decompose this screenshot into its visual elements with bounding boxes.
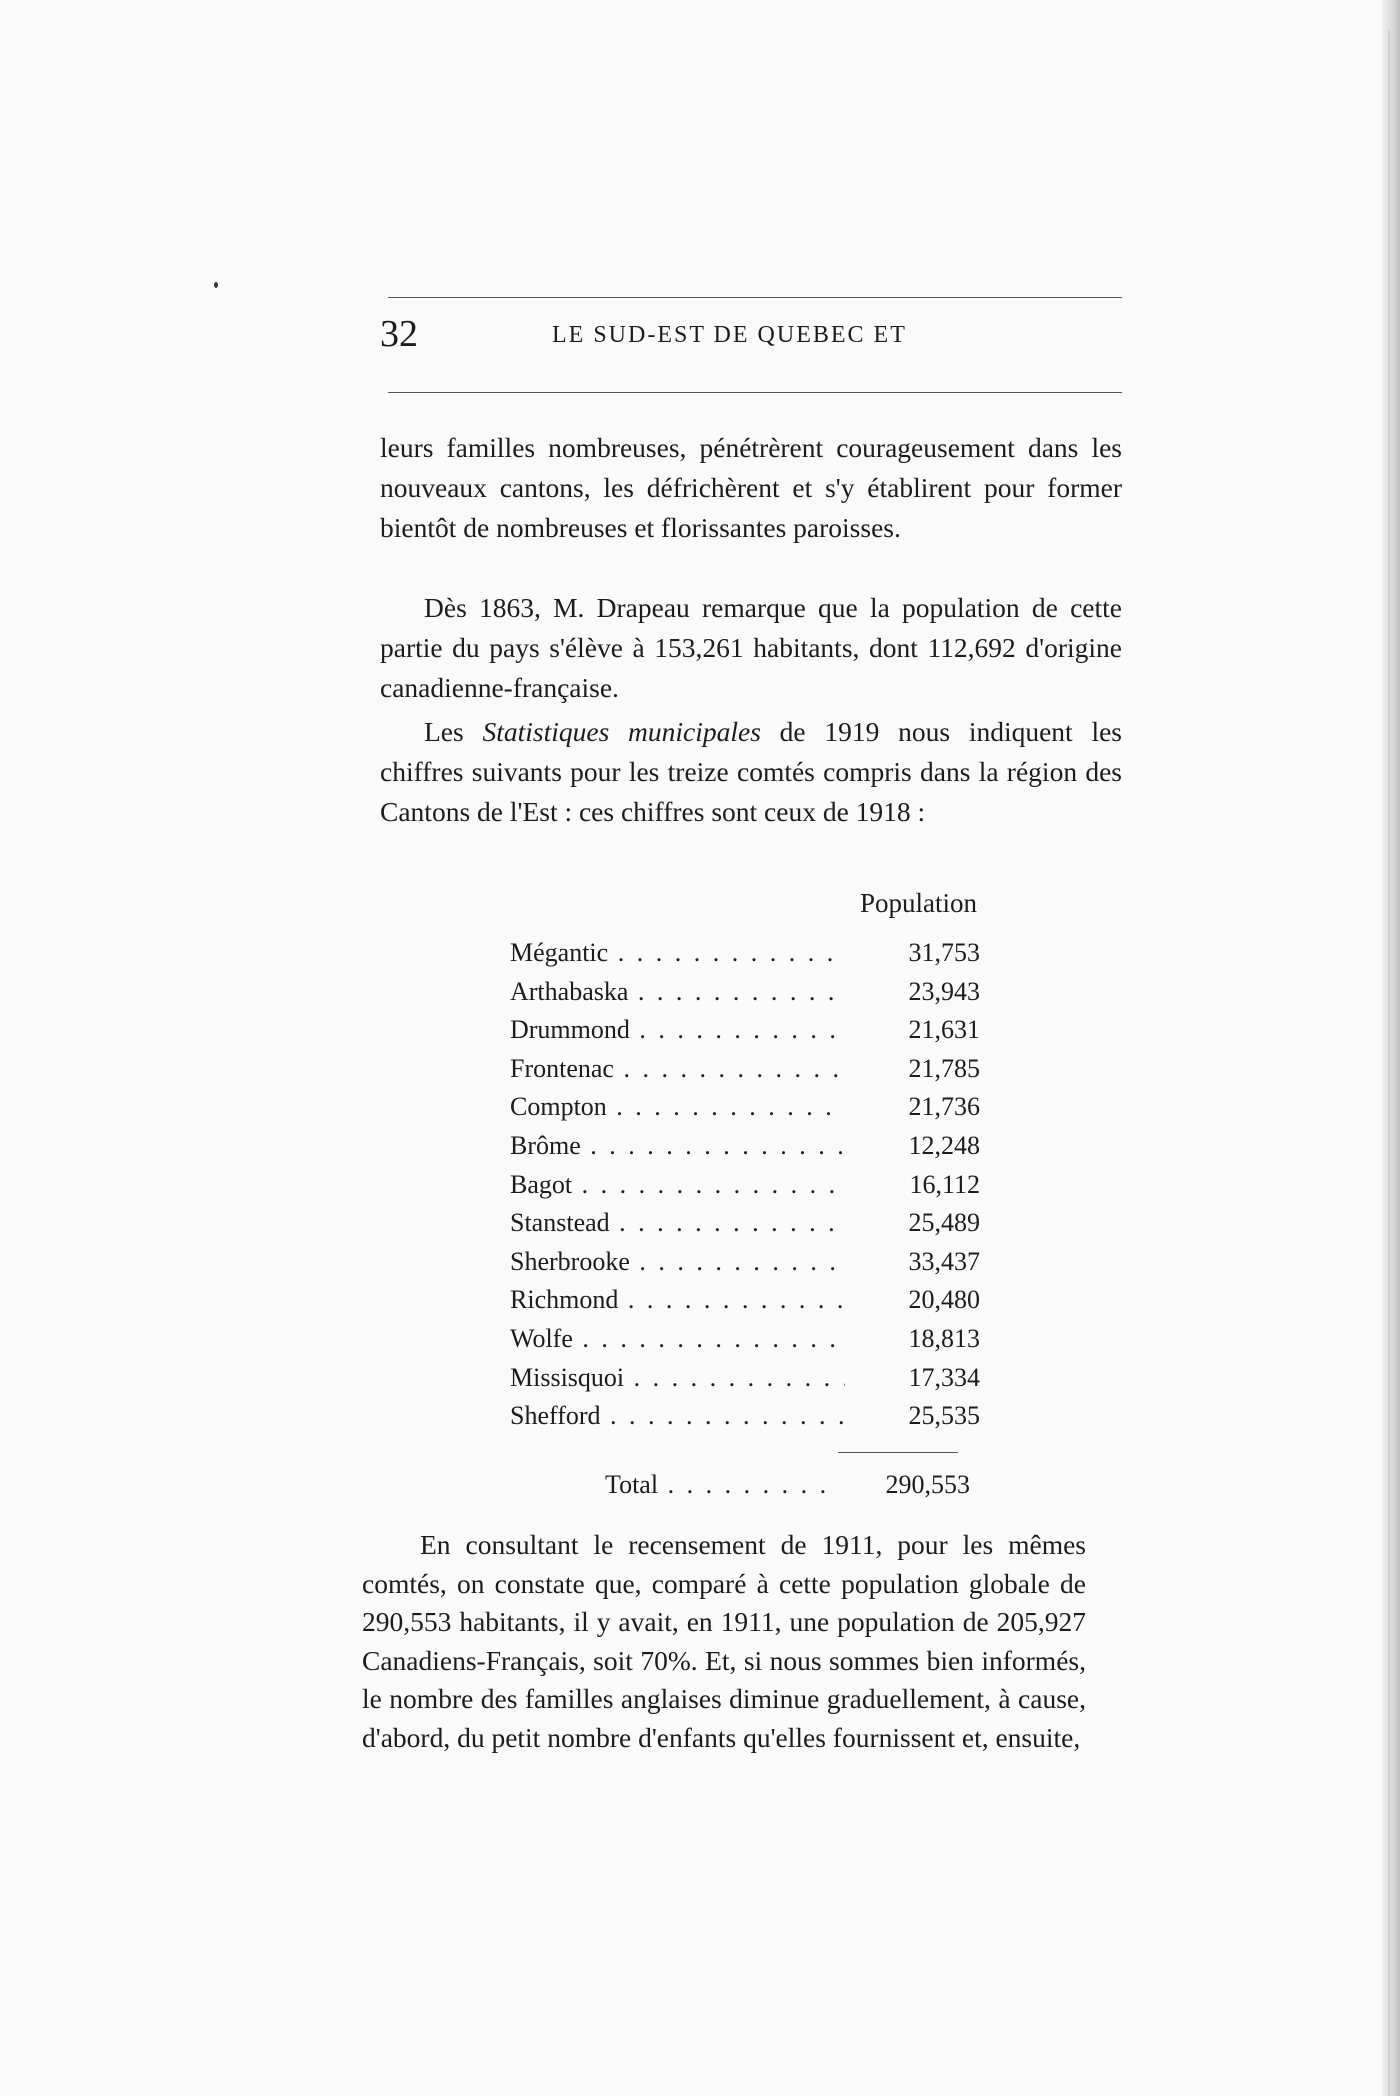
table-row — [510, 1247, 1030, 1286]
paragraph-3-start: Les — [424, 716, 464, 747]
paragraph-2: Dès 1863, M. Drapeau remarque que la population de cette partie du pays s'élève à 153,261 habitants, dont 112,692 d'origine canadienne-française. — [380, 592, 1122, 703]
total-row — [605, 1470, 970, 1510]
table-row — [510, 1170, 1030, 1209]
population-value: 18,813 — [908, 1323, 980, 1353]
page-number: 32 — [380, 313, 418, 355]
table-row — [510, 938, 1030, 977]
population-value: 23,943 — [908, 976, 980, 1006]
table-row — [510, 977, 1030, 1016]
county-name: Compton . . . — [510, 1092, 845, 1122]
table-row — [510, 1015, 1030, 1054]
table-row — [510, 1285, 1030, 1324]
header-rule-bottom — [388, 392, 1122, 393]
population-value: 21,785 — [908, 1053, 980, 1083]
population-value: 25,535 — [908, 1401, 980, 1431]
population-value: 21,631 — [908, 1015, 980, 1045]
ink-speck — [214, 282, 218, 288]
county-name: Arthabaska . . . — [510, 977, 845, 1007]
county-name: Bagot . . . — [510, 1170, 845, 1200]
paragraph-1: leurs familles nombreuses, pénétrèrent courageusement dans les nouveaux cantons, les défrichèrent et s'y établirent pour former bientôt de nombreuses et florissantes paroisses. — [380, 432, 1122, 543]
table-row — [510, 1363, 1030, 1402]
table-row — [510, 1131, 1030, 1170]
county-name: Wolfe . . . — [510, 1324, 845, 1354]
population-value: 31,753 — [908, 938, 980, 967]
county-name: Drummond . . . — [510, 1015, 845, 1045]
county-name: Richmond . . . — [510, 1285, 845, 1315]
population-value: 33,437 — [908, 1246, 980, 1276]
table-row — [510, 1208, 1030, 1247]
county-name: Mégantic . . . — [510, 938, 845, 968]
table-row — [510, 1054, 1030, 1093]
county-name: Sherbrooke . . . — [510, 1247, 845, 1277]
population-value: 25,489 — [908, 1208, 980, 1238]
population-column-header: Population — [860, 888, 978, 918]
page-edge-line — [1388, 30, 1390, 2096]
population-value: 12,248 — [908, 1130, 980, 1160]
total-rule — [838, 1452, 958, 1453]
total-label: Total . . . — [605, 1470, 840, 1500]
page-header — [380, 312, 1122, 372]
county-name: Brôme . . . — [510, 1131, 845, 1161]
county-name: Missisquoi . . . — [510, 1363, 845, 1393]
population-table — [510, 938, 1030, 1440]
table-row — [510, 1401, 1030, 1440]
county-name: Shefford . . . — [510, 1401, 845, 1431]
population-value: 21,736 — [908, 1092, 980, 1122]
population-value: 16,112 — [909, 1169, 980, 1199]
running-head: LE SUD-EST DE QUEBEC ET — [552, 322, 907, 348]
paragraph-3-rest: de 1919 nous indiquent les chiffres suivants pour les treize comtés compris dans la région des Cantons de l'Est : ces chiffres sont ceux de 1918 : — [380, 716, 1122, 827]
paragraph-3 — [380, 712, 1122, 832]
total-value: 290,553 — [885, 1470, 970, 1499]
table-row — [510, 1092, 1030, 1131]
county-name: Frontenac . . . — [510, 1054, 845, 1084]
population-value: 20,480 — [908, 1285, 980, 1315]
county-name: Stanstead . . . — [510, 1208, 845, 1238]
population-value: 17,334 — [908, 1362, 980, 1392]
paragraph-4: En consultant le recensement de 1911, pour les mêmes comtés, on constate que, comparé à cette population globale de 290,553 habitants, il y avait, en 1911, une population de 205,927 Canadiens-Français, soit 70%. Et, si nous sommes bien informés, le nombre des familles anglaises diminue graduellement, à cause, d'abord, du petit nombre d'enfants qu'elles fournissent et, ensuite, — [362, 1529, 1086, 1753]
table-row — [510, 1324, 1030, 1363]
header-rule-top — [388, 297, 1122, 298]
italic-title: Statistiques municipales — [482, 716, 761, 747]
page-edge — [1382, 0, 1400, 2096]
